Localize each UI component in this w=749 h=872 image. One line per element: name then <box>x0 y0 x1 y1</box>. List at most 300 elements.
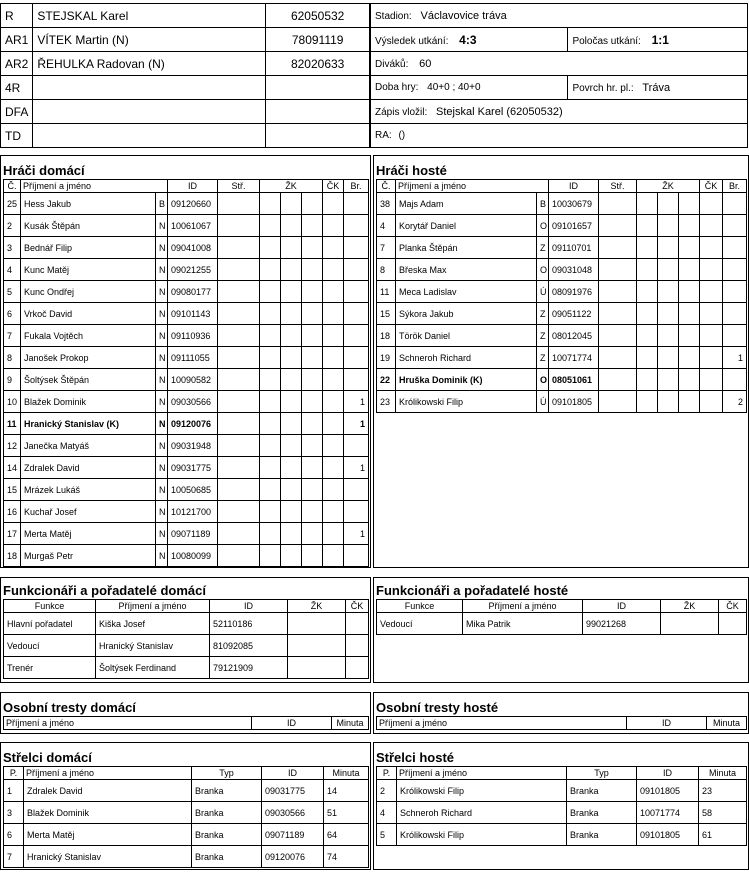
player-goals <box>344 325 369 347</box>
scorer-id: 09031775 <box>262 780 324 802</box>
player-yellow-card-3 <box>302 501 323 523</box>
player-yellow-card-3 <box>302 479 323 501</box>
player-yellow-card-2 <box>281 391 302 413</box>
official-role: DFA <box>1 100 33 124</box>
col-zk: ŽK <box>637 180 700 193</box>
player-row <box>4 347 369 369</box>
player-row <box>377 281 747 303</box>
player-name: Królikowski Filip <box>396 391 537 413</box>
player-substitution <box>218 193 260 215</box>
player-yellow-card-2 <box>281 457 302 479</box>
home-penalties-title: Osobní tresty domácí <box>3 700 136 715</box>
scorer-id: 09101805 <box>637 824 699 846</box>
player-yellow-card-1 <box>260 391 281 413</box>
scorer-type: Branka <box>567 802 637 824</box>
player-row <box>377 325 747 347</box>
player-red-card <box>323 523 344 545</box>
official-id <box>266 100 370 124</box>
player-id: 09120076 <box>168 413 218 435</box>
player-yellow-card-2 <box>281 193 302 215</box>
col-br: Br. <box>344 180 369 193</box>
player-id: 10061067 <box>168 215 218 237</box>
player-number: 10 <box>4 391 21 413</box>
player-id: 09031048 <box>549 259 599 281</box>
player-yellow-card-1 <box>637 325 658 347</box>
player-yellow-card-3 <box>679 237 700 259</box>
player-yellow-card-3 <box>302 413 323 435</box>
player-yellow-card-3 <box>679 391 700 413</box>
col-id: ID <box>627 717 707 730</box>
player-substitution <box>599 237 637 259</box>
player-position: Z <box>537 325 549 347</box>
scorer-id: 09101805 <box>637 780 699 802</box>
player-row <box>377 215 747 237</box>
player-number: 8 <box>4 347 21 369</box>
player-goals <box>344 435 369 457</box>
player-position: N <box>156 237 168 259</box>
home-staff-section <box>0 577 371 683</box>
player-number: 25 <box>4 193 21 215</box>
scorer-type: Branka <box>567 780 637 802</box>
player-id: 10050685 <box>168 479 218 501</box>
player-yellow-card-2 <box>658 325 679 347</box>
player-yellow-card-2 <box>658 347 679 369</box>
player-name: Hruška Dominik (K) <box>396 369 537 391</box>
col-zk: ŽK <box>260 180 323 193</box>
player-yellow-card-3 <box>679 347 700 369</box>
scorer-name: Zdralek David <box>24 780 192 802</box>
col-zk: ŽK <box>661 600 719 613</box>
player-row <box>4 281 369 303</box>
col-st: Stř. <box>599 180 637 193</box>
player-red-card <box>700 215 723 237</box>
staff-role: Vedoucí <box>377 613 463 635</box>
player-id: 09101805 <box>549 391 599 413</box>
player-goals <box>723 193 747 215</box>
player-position: N <box>156 215 168 237</box>
player-substitution <box>599 347 637 369</box>
away-staff-table <box>376 599 747 635</box>
player-yellow-card-3 <box>302 545 323 567</box>
player-id: 09080177 <box>168 281 218 303</box>
player-yellow-card-2 <box>658 259 679 281</box>
result-value: 4:3 <box>459 32 477 47</box>
player-substitution <box>599 215 637 237</box>
player-id: 08051061 <box>549 369 599 391</box>
player-position: O <box>537 215 549 237</box>
player-yellow-card-2 <box>281 281 302 303</box>
col-ck: ČK <box>719 600 747 613</box>
player-number: 9 <box>4 369 21 391</box>
player-number: 6 <box>4 303 21 325</box>
player-id: 08012045 <box>549 325 599 347</box>
player-red-card <box>323 347 344 369</box>
halftime-value: 1:1 <box>651 32 669 47</box>
scorer-row <box>377 802 747 824</box>
player-red-card <box>323 479 344 501</box>
player-substitution <box>218 413 260 435</box>
away-scorers-table <box>376 766 747 846</box>
player-goals <box>344 501 369 523</box>
player-row <box>4 479 369 501</box>
player-name: Meca Ladislav <box>396 281 537 303</box>
player-name: Hranický Stanislav (K) <box>21 413 156 435</box>
staff-red-card <box>346 635 369 657</box>
player-number: 2 <box>4 215 21 237</box>
player-name: Kuchař Josef <box>21 501 156 523</box>
player-row <box>377 391 747 413</box>
player-name: Vrkoč David <box>21 303 156 325</box>
player-id: 09031948 <box>168 435 218 457</box>
ra-label: RA: <box>375 130 392 141</box>
player-name: Sýkora Jakub <box>396 303 537 325</box>
player-goals <box>344 369 369 391</box>
player-yellow-card-2 <box>281 237 302 259</box>
player-substitution <box>218 281 260 303</box>
player-name: Šoltýsek Štěpán <box>21 369 156 391</box>
official-row <box>1 52 370 76</box>
home-players-title: Hráči domácí <box>3 163 85 178</box>
player-position: N <box>156 501 168 523</box>
player-yellow-card-2 <box>281 303 302 325</box>
player-yellow-card-3 <box>302 193 323 215</box>
player-yellow-card-3 <box>679 193 700 215</box>
player-yellow-card-2 <box>658 215 679 237</box>
player-row <box>4 237 369 259</box>
player-position: Z <box>537 303 549 325</box>
player-red-card <box>323 413 344 435</box>
player-row <box>377 369 747 391</box>
col-role: Funkce <box>4 600 96 613</box>
col-st: Stř. <box>218 180 260 193</box>
player-red-card <box>323 457 344 479</box>
player-row <box>377 193 747 215</box>
duration-label: Doba hry: <box>375 82 419 93</box>
col-id: ID <box>549 180 599 193</box>
player-yellow-card-1 <box>260 545 281 567</box>
player-yellow-card-3 <box>679 215 700 237</box>
player-substitution <box>218 369 260 391</box>
away-penalties-table <box>376 716 747 730</box>
player-id: 10121700 <box>168 501 218 523</box>
ra-value: () <box>398 130 406 141</box>
player-goals <box>344 193 369 215</box>
scorer-minute: 58 <box>699 802 747 824</box>
player-yellow-card-2 <box>281 325 302 347</box>
scorer-minute: 23 <box>699 780 747 802</box>
player-goals <box>723 325 747 347</box>
player-name: Bednář Filip <box>21 237 156 259</box>
player-yellow-card-1 <box>637 237 658 259</box>
player-number: 23 <box>377 391 396 413</box>
player-id: 09101657 <box>549 215 599 237</box>
player-id: 09031775 <box>168 457 218 479</box>
player-yellow-card-2 <box>658 281 679 303</box>
player-goals <box>344 237 369 259</box>
player-yellow-card-3 <box>302 303 323 325</box>
scorer-minute: 14 <box>324 780 369 802</box>
player-yellow-card-2 <box>658 193 679 215</box>
scorer-minute: 61 <box>699 824 747 846</box>
player-row <box>4 413 369 435</box>
player-position: N <box>156 523 168 545</box>
player-position: N <box>156 435 168 457</box>
player-yellow-card-1 <box>637 369 658 391</box>
player-yellow-card-3 <box>679 303 700 325</box>
player-name: Zdralek David <box>21 457 156 479</box>
player-yellow-card-1 <box>637 347 658 369</box>
col-name: Příjmení a jméno <box>397 767 567 780</box>
player-yellow-card-2 <box>281 413 302 435</box>
scorer-row <box>377 780 747 802</box>
col-minute: Minuta <box>699 767 747 780</box>
scorer-order: 2 <box>377 780 397 802</box>
player-yellow-card-1 <box>260 435 281 457</box>
col-name: Příjmení a jméno <box>463 600 583 613</box>
player-yellow-card-3 <box>302 237 323 259</box>
player-yellow-card-3 <box>302 215 323 237</box>
player-yellow-card-2 <box>658 391 679 413</box>
player-goals <box>723 259 747 281</box>
staff-red-card <box>346 657 369 679</box>
official-name: STEJSKAL Karel <box>33 4 266 28</box>
col-no: Č. <box>377 180 396 193</box>
col-type: Typ <box>567 767 637 780</box>
official-role: AR1 <box>1 28 33 52</box>
player-goals <box>344 347 369 369</box>
staff-yellow-card <box>661 613 719 635</box>
player-yellow-card-1 <box>260 479 281 501</box>
col-role: Funkce <box>377 600 463 613</box>
col-minute: Minuta <box>332 717 369 730</box>
player-red-card <box>323 391 344 413</box>
official-name <box>33 124 266 148</box>
player-row <box>4 545 369 567</box>
home-scorers-title: Střelci domácí <box>3 750 92 765</box>
scorer-name: Merta Matěj <box>24 824 192 846</box>
player-position: N <box>156 479 168 501</box>
player-row <box>4 457 369 479</box>
official-role: TD <box>1 124 33 148</box>
result-cell <box>371 28 568 52</box>
player-goals <box>344 479 369 501</box>
spectators-cell <box>371 52 748 76</box>
player-red-card <box>700 237 723 259</box>
player-substitution <box>599 193 637 215</box>
col-ck: ČK <box>323 180 344 193</box>
player-position: Ú <box>537 281 549 303</box>
player-name: Janečka Matyáš <box>21 435 156 457</box>
player-name: Kunc Ondřej <box>21 281 156 303</box>
staff-id: 52110186 <box>210 613 288 635</box>
player-name: Blažek Dominik <box>21 391 156 413</box>
player-row <box>4 259 369 281</box>
player-goals <box>723 303 747 325</box>
player-position: B <box>537 193 549 215</box>
player-goals: 1 <box>344 391 369 413</box>
away-penalties-title: Osobní tresty hosté <box>376 700 499 715</box>
player-id: 10071774 <box>549 347 599 369</box>
player-red-card <box>323 259 344 281</box>
player-number: 18 <box>4 545 21 567</box>
player-yellow-card-2 <box>281 215 302 237</box>
player-substitution <box>218 545 260 567</box>
player-name: Merta Matěj <box>21 523 156 545</box>
result-label: Výsledek utkání: <box>375 35 449 47</box>
official-row <box>1 4 370 28</box>
player-goals <box>344 281 369 303</box>
player-goals: 1 <box>344 523 369 545</box>
col-id: ID <box>210 600 288 613</box>
player-red-card <box>700 369 723 391</box>
player-name: Fukala Vojtěch <box>21 325 156 347</box>
player-yellow-card-1 <box>260 237 281 259</box>
player-yellow-card-2 <box>658 303 679 325</box>
player-id: 09110701 <box>549 237 599 259</box>
home-penalties-table <box>3 716 369 730</box>
scorer-type: Branka <box>192 846 262 868</box>
scorer-order: 4 <box>377 802 397 824</box>
player-row <box>4 369 369 391</box>
player-id: 10090582 <box>168 369 218 391</box>
player-position: O <box>537 369 549 391</box>
player-substitution <box>599 303 637 325</box>
player-number: 19 <box>377 347 396 369</box>
player-yellow-card-2 <box>658 237 679 259</box>
player-yellow-card-1 <box>637 259 658 281</box>
player-substitution <box>218 457 260 479</box>
official-id: 82020633 <box>266 52 370 76</box>
player-substitution <box>218 259 260 281</box>
col-minute: Minuta <box>707 717 747 730</box>
scorer-order: 6 <box>4 824 24 846</box>
player-name: Mrázek Lukáš <box>21 479 156 501</box>
player-substitution <box>599 369 637 391</box>
player-row <box>4 325 369 347</box>
player-position: N <box>156 369 168 391</box>
player-row <box>4 303 369 325</box>
scorer-type: Branka <box>192 824 262 846</box>
away-scorers-title: Střelci hosté <box>376 750 455 765</box>
player-yellow-card-3 <box>679 325 700 347</box>
player-yellow-card-1 <box>260 325 281 347</box>
player-row <box>4 435 369 457</box>
staff-yellow-card <box>288 635 346 657</box>
away-players-title: Hráči hosté <box>376 163 447 178</box>
ra-cell <box>371 124 748 148</box>
player-yellow-card-3 <box>302 457 323 479</box>
col-name: Příjmení a jméno <box>4 717 252 730</box>
scorer-order: 3 <box>4 802 24 824</box>
scorer-name: Schneroh Richard <box>397 802 567 824</box>
staff-red-card <box>346 613 369 635</box>
player-red-card <box>323 545 344 567</box>
player-yellow-card-1 <box>260 259 281 281</box>
col-id: ID <box>262 767 324 780</box>
stadium-cell <box>371 4 748 28</box>
staff-red-card <box>719 613 747 635</box>
surface-cell <box>568 76 748 100</box>
player-position: Z <box>537 237 549 259</box>
col-ck: ČK <box>700 180 723 193</box>
home-scorers-section <box>0 742 371 870</box>
recorded-cell <box>371 100 748 124</box>
staff-yellow-card <box>288 613 346 635</box>
player-row <box>4 523 369 545</box>
player-substitution <box>218 391 260 413</box>
official-name: ŘEHULKA Radovan (N) <box>33 52 266 76</box>
scorer-name: Królikowski Filip <box>397 780 567 802</box>
player-id: 09071189 <box>168 523 218 545</box>
official-row <box>1 124 370 148</box>
player-yellow-card-3 <box>302 347 323 369</box>
col-name: Příjmení a jméno <box>21 180 168 193</box>
player-name: Kusák Štěpán <box>21 215 156 237</box>
player-substitution <box>599 259 637 281</box>
staff-id: 81092085 <box>210 635 288 657</box>
player-red-card <box>323 193 344 215</box>
col-id: ID <box>583 600 661 613</box>
player-red-card <box>323 325 344 347</box>
player-goals <box>344 259 369 281</box>
official-role: R <box>1 4 33 28</box>
scorer-row <box>4 780 369 802</box>
col-br: Br. <box>723 180 747 193</box>
scorer-type: Branka <box>192 780 262 802</box>
player-substitution <box>218 325 260 347</box>
player-goals <box>723 237 747 259</box>
player-red-card <box>323 215 344 237</box>
player-yellow-card-1 <box>260 413 281 435</box>
player-position: N <box>156 545 168 567</box>
player-position: Z <box>537 347 549 369</box>
player-number: 18 <box>377 325 396 347</box>
player-number: 7 <box>4 325 21 347</box>
scorer-type: Branka <box>567 824 637 846</box>
player-yellow-card-1 <box>260 523 281 545</box>
player-position: O <box>537 259 549 281</box>
staff-yellow-card <box>288 657 346 679</box>
scorer-type: Branka <box>192 802 262 824</box>
player-name: Török Daniel <box>396 325 537 347</box>
surface-value: Tráva <box>642 81 671 94</box>
staff-row <box>4 657 369 679</box>
col-name: Příjmení a jméno <box>377 717 627 730</box>
player-position: N <box>156 457 168 479</box>
player-red-card <box>700 391 723 413</box>
player-number: 8 <box>377 259 396 281</box>
player-row <box>4 391 369 413</box>
match-info-table <box>370 3 748 148</box>
col-p: P. <box>377 767 397 780</box>
player-id: 09101143 <box>168 303 218 325</box>
player-number: 4 <box>377 215 396 237</box>
official-row <box>1 100 370 124</box>
scorer-id: 09030566 <box>262 802 324 824</box>
player-yellow-card-2 <box>658 369 679 391</box>
player-position: N <box>156 325 168 347</box>
staff-name: Mika Patrik <box>463 613 583 635</box>
scorer-minute: 74 <box>324 846 369 868</box>
staff-role: Vedoucí <box>4 635 96 657</box>
col-name: Příjmení a jméno <box>96 600 210 613</box>
player-yellow-card-3 <box>302 369 323 391</box>
player-yellow-card-3 <box>679 281 700 303</box>
player-yellow-card-2 <box>281 259 302 281</box>
player-red-card <box>700 303 723 325</box>
scorer-order: 5 <box>377 824 397 846</box>
recorded-label: Zápis vložil: <box>375 106 428 118</box>
